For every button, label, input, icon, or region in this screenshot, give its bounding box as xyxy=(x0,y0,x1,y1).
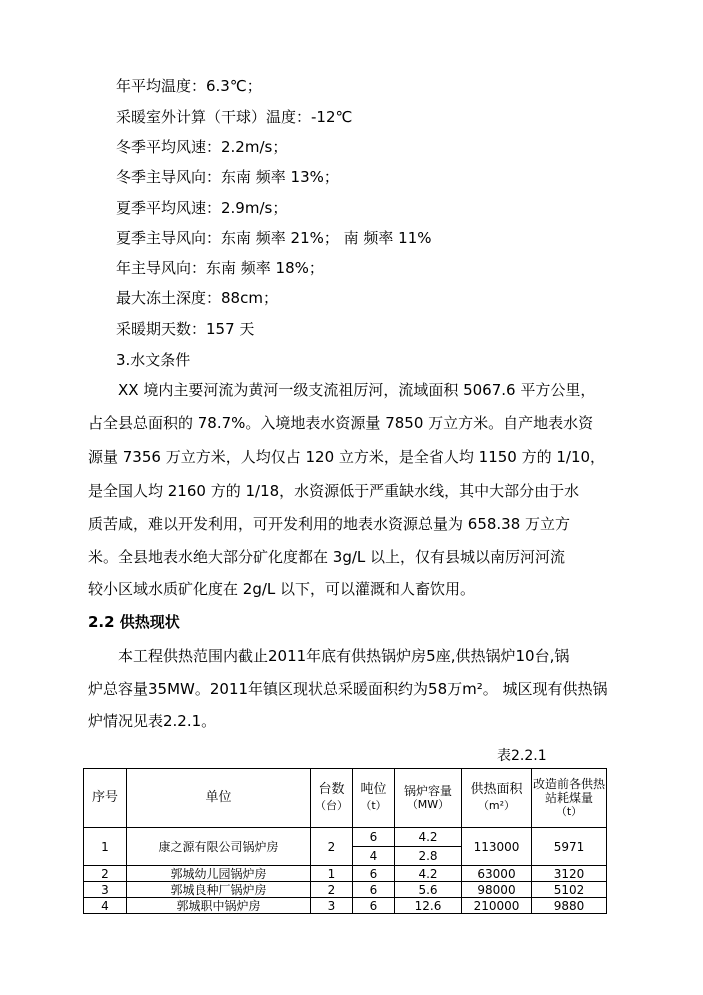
cell-unit: 康之源有限公司锅炉房 xyxy=(127,828,311,866)
header-index: 序号 xyxy=(84,769,127,828)
climate-line-winter-wind-speed: 冬季平均风速：2.2m/s； xyxy=(116,138,288,156)
header-count-unit: （台） xyxy=(315,799,348,812)
climate-line-heating-days: 采暖期天数：157 天 xyxy=(116,320,255,338)
header-count-label: 台数 xyxy=(318,782,345,797)
hydrology-line: 是全国人均 2160 方的 1/18，水资源低于严重缺水线，其中大部分由于水 xyxy=(88,482,580,500)
cell-count: 3 xyxy=(311,898,353,914)
cell-area: 63000 xyxy=(462,866,532,882)
cell-area: 113000 xyxy=(462,828,532,866)
climate-line-design-temp: 采暖室外计算（干球）温度：-12℃ xyxy=(116,108,353,126)
cell-count: 2 xyxy=(311,882,353,898)
hydrology-line: XX 境内主要河流为黄河一级支流祖厉河，流域面积 5067.6 平方公里， xyxy=(118,381,596,399)
climate-line-summer-wind-speed: 夏季平均风速：2.9m/s； xyxy=(116,199,288,217)
section-line: 炉情况见表2.2.1。 xyxy=(88,712,217,730)
cell-coal: 3120 xyxy=(532,866,607,882)
cell-tonnage: 6 xyxy=(353,828,395,847)
header-count xyxy=(311,769,353,828)
section-heading: 2.2 供热现状 xyxy=(88,613,180,631)
cell-coal: 5102 xyxy=(532,882,607,898)
header-capacity-unit: （MW） xyxy=(406,798,450,811)
header-unit: 单位 xyxy=(127,769,311,828)
cell-tonnage: 4 xyxy=(353,847,395,866)
cell-capacity: 4.2 xyxy=(395,828,462,847)
header-coal xyxy=(532,769,607,828)
cell-index: 3 xyxy=(84,882,127,898)
hydrology-line: 源量 7356 万立方米，人均仅占 120 立方米，是全省人均 1150 方的 1/10， xyxy=(88,448,606,466)
section-line: 炉总容量35MW。2011年镇区现状总采暖面积约为58万m²。 城区现有供热锅 xyxy=(88,680,608,698)
table-row xyxy=(84,882,607,898)
cell-capacity: 2.8 xyxy=(395,847,462,866)
climate-line-winter-wind-dir: 冬季主导风向：东南 频率 13%； xyxy=(116,168,339,186)
cell-unit: 郭城职中锅炉房 xyxy=(127,898,311,914)
header-tonnage-unit: （t） xyxy=(360,799,387,812)
section-line: 本工程供热范围内截止2011年底有供热锅炉房5座,供热锅炉10台,锅 xyxy=(118,647,570,665)
table-row xyxy=(84,828,607,847)
cell-capacity: 5.6 xyxy=(395,882,462,898)
cell-tonnage: 6 xyxy=(353,898,395,914)
hydrology-line: 质苦咸，难以开发利用，可开发利用的地表水资源总量为 658.38 万立方 xyxy=(88,515,571,533)
cell-capacity: 12.6 xyxy=(395,898,462,914)
cell-area: 210000 xyxy=(462,898,532,914)
table-header-row xyxy=(84,769,607,828)
cell-coal: 9880 xyxy=(532,898,607,914)
header-area-label: 供热面积 xyxy=(470,782,523,797)
table-row xyxy=(84,898,607,914)
boiler-table xyxy=(83,768,607,914)
climate-line-annual-temp: 年平均温度：6.3℃； xyxy=(116,77,262,95)
cell-index: 2 xyxy=(84,866,127,882)
cell-count: 2 xyxy=(311,828,353,866)
cell-tonnage: 6 xyxy=(353,882,395,898)
climate-line-summer-wind-dir: 夏季主导风向：东南 频率 21%； 南 频率 11% xyxy=(116,229,432,247)
header-area-unit: （m²） xyxy=(477,799,516,812)
hydrology-title: 3.水文条件 xyxy=(116,351,191,369)
table-row xyxy=(84,866,607,882)
cell-unit: 郭城良种厂锅炉房 xyxy=(127,882,311,898)
cell-coal: 5971 xyxy=(532,828,607,866)
climate-line-annual-wind-dir: 年主导风向：东南 频率 18%； xyxy=(116,259,324,277)
cell-tonnage: 6 xyxy=(353,866,395,882)
table-caption: 表2.2.1 xyxy=(497,748,547,764)
hydrology-line: 占全县总面积的 78.7%。入境地表水资源量 7850 万立方米。自产地表水资 xyxy=(88,414,594,432)
cell-count: 1 xyxy=(311,866,353,882)
header-area xyxy=(462,769,532,828)
cell-unit: 郭城幼儿园锅炉房 xyxy=(127,866,311,882)
header-capacity xyxy=(395,769,462,828)
header-capacity-label: 锅炉容量 xyxy=(403,784,452,798)
cell-index: 1 xyxy=(84,828,127,866)
hydrology-line: 米。全县地表水绝大部分矿化度都在 3g/L 以上，仅有县城以南厉河河流 xyxy=(88,548,566,566)
cell-area: 98000 xyxy=(462,882,532,898)
climate-line-frost-depth: 最大冻土深度：88cm； xyxy=(116,289,278,307)
cell-index: 4 xyxy=(84,898,127,914)
header-tonnage xyxy=(353,769,395,828)
cell-capacity: 4.2 xyxy=(395,866,462,882)
header-coal-unit: （t） xyxy=(555,805,583,818)
header-coal-label: 改造前各供热站耗煤量 xyxy=(532,777,605,805)
header-tonnage-label: 吨位 xyxy=(360,782,387,797)
hydrology-line: 较小区域水质矿化度在 2g/L 以下，可以灌溉和人畜饮用。 xyxy=(88,580,476,598)
